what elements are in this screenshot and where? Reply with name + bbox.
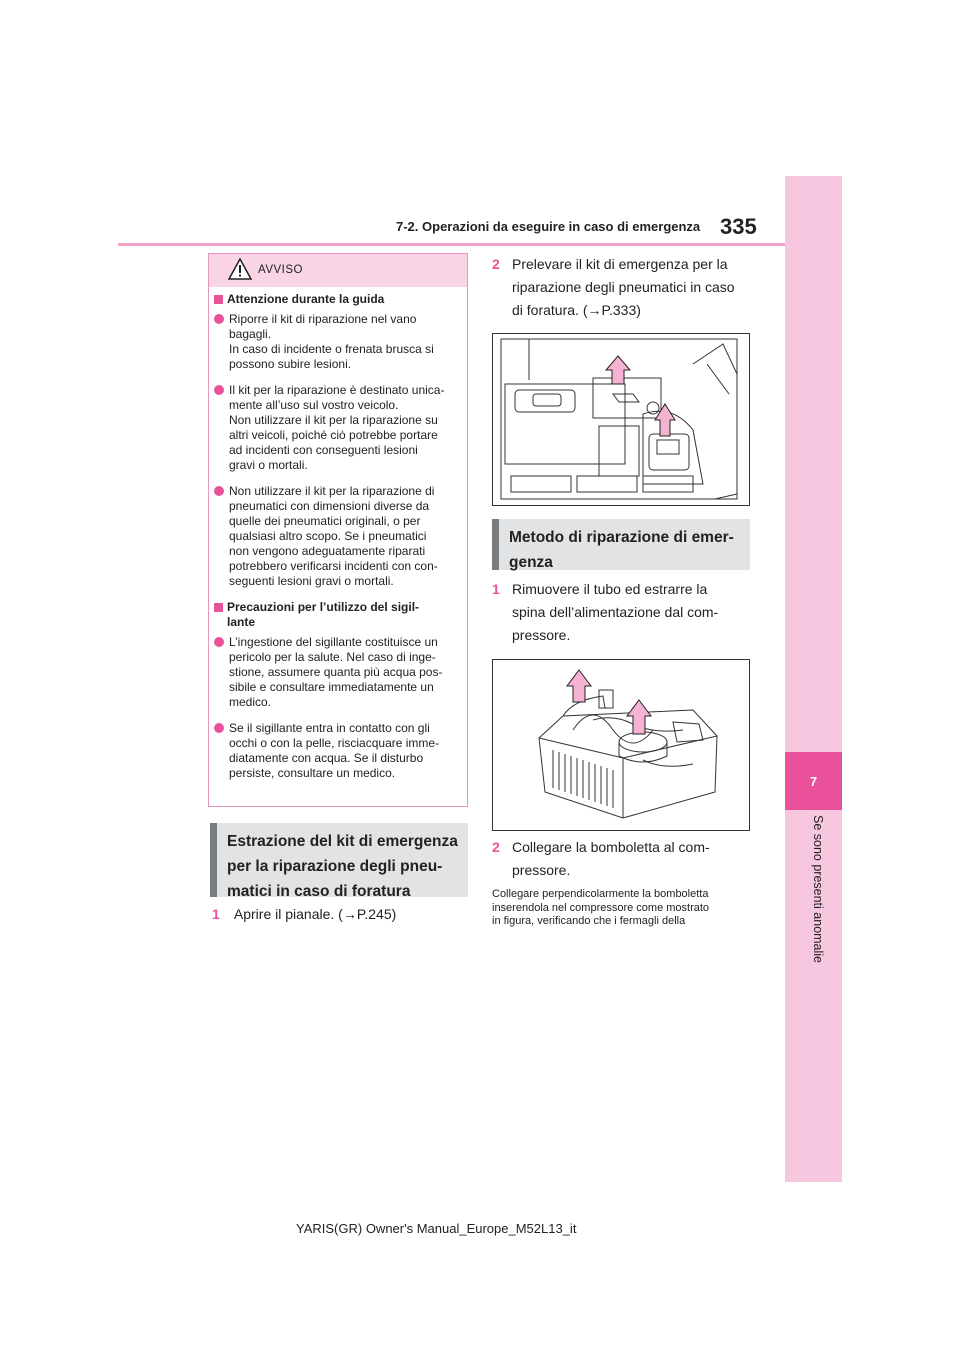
warning-line: bagagli.: [229, 327, 272, 341]
warning-label: AVVISO: [258, 264, 303, 276]
heading-line: per la riparazione degli pneu-: [227, 858, 443, 875]
note-line: in figura, verificando che i fermagli della: [492, 915, 686, 927]
warning-triangle-icon: [228, 258, 252, 280]
warning-line: Riporre il kit di riparazione nel vano: [229, 312, 417, 326]
step-number: 2: [492, 839, 500, 855]
heading-line: Estrazione del kit di emergenza: [227, 833, 458, 850]
chapter-number: 7: [809, 773, 818, 789]
section-heading-extraction: [210, 823, 468, 900]
warning-line: ad incidenti con conseguenti lesioni: [229, 443, 418, 457]
warning-line: seguenti lesioni gravi o mortali.: [229, 574, 394, 588]
step-text: Aprire il pianale. (→P.245): [233, 906, 397, 922]
warning-line: quelle dei pneumatici originali, o per: [229, 514, 421, 528]
note-line: inserendola nel compressore come mostrato: [492, 901, 710, 914]
warning-line: medico.: [229, 695, 272, 709]
heading-bar: [210, 823, 217, 897]
section-heading-repair: [492, 519, 750, 570]
warning-line: sibile e consultare immediatamente un: [229, 680, 434, 694]
step-remove-hose: [492, 578, 762, 647]
step-open-floor: [212, 903, 472, 926]
warning-item: [214, 383, 462, 473]
warning-line: Il kit per la riparazione è destinato unica-: [229, 383, 445, 397]
luggage-compartment-illustration: [493, 334, 749, 505]
step-line: Collegare la bomboletta al com-: [512, 839, 710, 855]
step-line: spina dell’alimentazione dal com-: [512, 604, 719, 620]
warning-section-title-line: Precauzioni per l’utilizzo del sigil-: [227, 600, 420, 614]
warning-line: pneumatici con dimensioni diverse da: [229, 499, 430, 513]
warning-item: [214, 484, 462, 589]
warning-line: pericolo per la salute. Nel caso di inge-: [229, 650, 436, 664]
step-connect-bottle: [492, 836, 762, 882]
warning-line: stione, assumere quanta più acqua pos-: [229, 665, 443, 679]
step-line: Rimuovere il tubo ed estrarre la: [512, 581, 708, 597]
step-line: di foratura. (→P.333): [512, 302, 641, 318]
step-line: riparazione degli pneumatici in caso: [512, 279, 735, 295]
chapter-title: Se sono presenti anomalie: [811, 815, 825, 964]
compressor-illustration: [493, 660, 749, 830]
step-line: pressore.: [512, 627, 571, 643]
warning-item: [214, 721, 462, 781]
warning-line: Non utilizzare il kit per la riparazione di: [229, 484, 435, 498]
warning-line: Non utilizzare il kit per la riparazione su: [229, 413, 438, 427]
figure-compressor: [492, 659, 750, 831]
warning-line: non vengono adeguatamente riparati: [229, 544, 426, 558]
warning-line: altri veicoli, poiché ciò potrebbe portare: [229, 428, 438, 442]
warning-section-title: [214, 600, 462, 630]
warning-line: possono subire lesioni.: [229, 357, 352, 371]
warning-section-title: Attenzione durante la guida: [214, 292, 462, 307]
warning-line: qualsiasi altro scopo. Se i pneumatici: [229, 529, 427, 543]
heading-line: Metodo di riparazione di emer-: [509, 529, 734, 546]
step-number: 1: [212, 906, 220, 922]
section-header-title: 7-2. Operazioni da eseguire in caso di emergenza: [396, 219, 701, 234]
footer-manual-id: YARIS(GR) Owner's Manual_Europe_M52L13_it: [296, 1221, 577, 1236]
header-rule: [118, 243, 785, 246]
heading-bar: [492, 519, 499, 570]
warning-body: [214, 290, 462, 792]
warning-line: diatamente con acqua. Se il disturbo: [229, 751, 424, 765]
warning-line: L’ingestione del sigillante costituisce un: [229, 635, 438, 649]
heading-line: matici in caso di foratura: [227, 883, 411, 900]
figure-kit-in-luggage: [492, 333, 750, 506]
warning-line: persiste, consultare un medico.: [229, 766, 396, 780]
warning-section-title-line: lante: [227, 615, 256, 629]
warning-line: In caso di incidente o frenata brusca si: [229, 342, 434, 356]
step-note: [492, 888, 762, 929]
warning-line: occhi o con la pelle, risciacquare imme-: [229, 736, 440, 750]
heading-text: [227, 829, 458, 904]
chapter-side-tab: [785, 176, 842, 1182]
heading-line: genza: [509, 554, 553, 571]
warning-line: potrebbero verificarsi incidenti con con-: [229, 559, 438, 573]
note-line: Collegare perpendicolarmente la bomboletta: [492, 888, 709, 900]
warning-line: gravi o mortali.: [229, 458, 308, 472]
page-number: 335: [720, 214, 757, 239]
step-line: pressore.: [512, 862, 571, 878]
step-number: 1: [492, 581, 500, 597]
warning-item: [214, 635, 462, 710]
step-line: Prelevare il kit di emergenza per la: [512, 256, 728, 272]
heading-text: [509, 525, 734, 575]
step-number: 2: [492, 256, 500, 272]
arrow-icon: [606, 356, 675, 436]
warning-item: [214, 312, 462, 372]
warning-line: mente all’uso sul vostro veicolo.: [229, 398, 399, 412]
warning-line: Se il sigillante entra in contatto con gli: [229, 721, 430, 735]
step-take-kit: [492, 253, 762, 322]
